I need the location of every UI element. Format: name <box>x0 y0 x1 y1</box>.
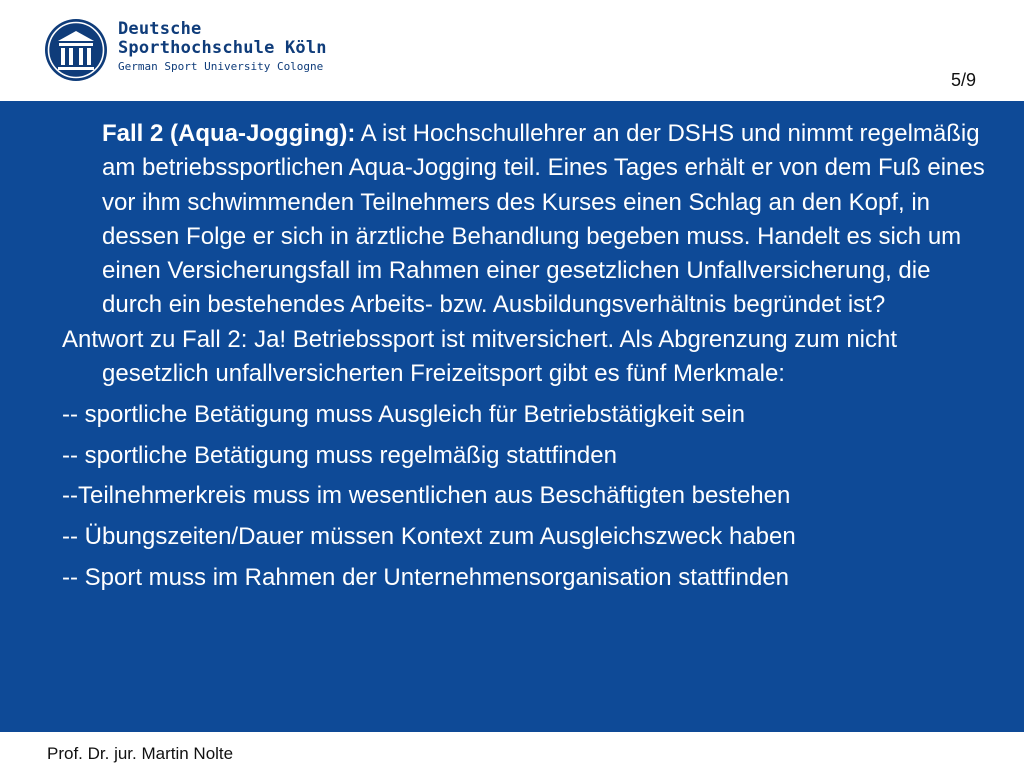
list-item: -- Sport muss im Rahmen der Unternehmensorganisation stattfinden <box>62 564 790 592</box>
list-item: -- sportliche Betätigung muss Ausgleich für Betriebstätigkeit sein <box>62 400 746 428</box>
list-item: --Teilnehmerkreis muss im wesentlichen aus Beschäftigten bestehen <box>62 482 791 510</box>
list-item: -- Übungszeiten/Dauer müssen Kontext zum Ausgleichszweck haben <box>62 523 796 551</box>
slide-header <box>0 0 1024 101</box>
case-label: Fall 2 (Aqua-Jogging): <box>102 120 356 147</box>
criteria-list <box>62 398 992 595</box>
logo-line-1: Deutsche <box>118 19 202 39</box>
footer-author: Prof. Dr. jur. Martin Nolte <box>47 744 234 763</box>
slide-body <box>62 117 992 595</box>
university-columns-icon <box>44 18 108 82</box>
university-logo-wordmark <box>118 20 327 75</box>
case-paragraph <box>102 117 992 323</box>
logo-line-2: Sporthochschule Köln <box>118 38 327 58</box>
logo-line-3: German Sport University Cologne <box>118 60 324 73</box>
page-number: 5/9 <box>950 70 976 90</box>
case-text: A ist Hochschullehrer an der DSHS und nimmt regelmäßig am betriebssportlichen Aqua-Jogging teil. Eines Tages erhält er von dem Fuß eines vor ihm schwimmenden Teilnehmers des Kurses einen Schlag an den Kopf, in dessen Folge er sich in ärztliche Behandlung begeben muss. Handelt es sich um einen Versicherungsfall im Rahmen einer gesetzlichen Unfallversicherung, die durch ein bestehendes Arbeits- bzw. Ausbildungsverhältnis begründet ist? <box>102 120 985 319</box>
answer-paragraph: Antwort zu Fall 2: Ja! Betriebssport ist mitversichert. Als Abgrenzung zum nicht gesetzlich unfallversicherten Freizeitsport gibt es fünf Merkmale: <box>62 325 898 388</box>
list-item: -- sportliche Betätigung muss regelmäßig stattfinden <box>62 441 617 469</box>
